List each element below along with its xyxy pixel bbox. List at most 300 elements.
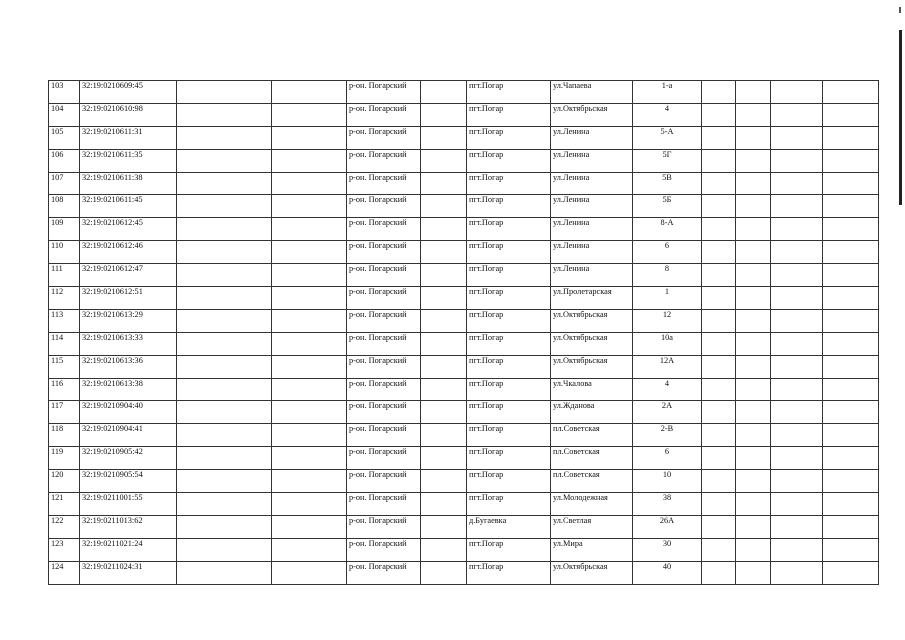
cell-cadastral-number: 32:19:0210905:42 xyxy=(80,447,177,470)
cell-col-10 xyxy=(702,287,736,310)
cell-col-13 xyxy=(823,332,879,355)
cell-col-13 xyxy=(823,470,879,493)
cell-district: р-он. Погарский xyxy=(347,218,421,241)
cell-row-number: 110 xyxy=(49,241,80,264)
cell-col-11 xyxy=(736,287,771,310)
cell-col-12 xyxy=(771,309,823,332)
cell-col-4 xyxy=(272,378,347,401)
cell-col-10 xyxy=(702,355,736,378)
cell-col-4 xyxy=(272,401,347,424)
cell-col-12 xyxy=(771,561,823,584)
cell-col-6 xyxy=(421,81,467,104)
cell-col-10 xyxy=(702,309,736,332)
cell-col-13 xyxy=(823,447,879,470)
cell-col-12 xyxy=(771,103,823,126)
cell-street: ул.Жданова xyxy=(551,401,633,424)
cell-settlement: пгт.Погар xyxy=(467,561,551,584)
cell-house-number: 2-В xyxy=(633,424,702,447)
cell-col-6 xyxy=(421,218,467,241)
cell-col-6 xyxy=(421,172,467,195)
table-row xyxy=(49,241,879,264)
cell-col-3 xyxy=(177,355,272,378)
cell-house-number: 8 xyxy=(633,264,702,287)
cell-col-10 xyxy=(702,332,736,355)
cell-street: пл.Советская xyxy=(551,447,633,470)
cell-col-11 xyxy=(736,126,771,149)
cell-col-10 xyxy=(702,172,736,195)
cell-col-13 xyxy=(823,218,879,241)
cell-col-4 xyxy=(272,447,347,470)
cell-col-12 xyxy=(771,149,823,172)
cell-col-4 xyxy=(272,172,347,195)
cell-cadastral-number: 32:19:0210905:54 xyxy=(80,470,177,493)
table-row xyxy=(49,515,879,538)
cell-col-12 xyxy=(771,195,823,218)
cell-house-number: 10а xyxy=(633,332,702,355)
cell-cadastral-number: 32:19:0210612:45 xyxy=(80,218,177,241)
cell-district: р-он. Погарский xyxy=(347,515,421,538)
cell-district: р-он. Погарский xyxy=(347,195,421,218)
cell-col-6 xyxy=(421,309,467,332)
cell-col-13 xyxy=(823,515,879,538)
cell-house-number: 6 xyxy=(633,447,702,470)
cell-street: пл.Советская xyxy=(551,470,633,493)
cell-col-13 xyxy=(823,103,879,126)
cell-street: ул.Чкалова xyxy=(551,378,633,401)
cell-col-3 xyxy=(177,264,272,287)
cell-col-4 xyxy=(272,470,347,493)
cell-settlement: пгт.Погар xyxy=(467,287,551,310)
cell-row-number: 118 xyxy=(49,424,80,447)
cell-house-number: 38 xyxy=(633,493,702,516)
cell-col-3 xyxy=(177,424,272,447)
cell-settlement: пгт.Погар xyxy=(467,81,551,104)
cell-cadastral-number: 32:19:0210612:47 xyxy=(80,264,177,287)
table-row xyxy=(49,81,879,104)
table-row xyxy=(49,309,879,332)
cell-house-number: 30 xyxy=(633,538,702,561)
cell-col-12 xyxy=(771,264,823,287)
cell-district: р-он. Погарский xyxy=(347,424,421,447)
cell-col-11 xyxy=(736,332,771,355)
cell-row-number: 124 xyxy=(49,561,80,584)
table-row xyxy=(49,103,879,126)
cell-district: р-он. Погарский xyxy=(347,126,421,149)
cell-house-number: 8-А xyxy=(633,218,702,241)
cell-col-6 xyxy=(421,241,467,264)
cell-settlement: пгт.Погар xyxy=(467,447,551,470)
cell-col-10 xyxy=(702,470,736,493)
cell-district: р-он. Погарский xyxy=(347,103,421,126)
cell-row-number: 104 xyxy=(49,103,80,126)
cell-col-12 xyxy=(771,81,823,104)
cell-col-11 xyxy=(736,195,771,218)
cell-col-3 xyxy=(177,287,272,310)
cell-settlement: пгт.Погар xyxy=(467,103,551,126)
cell-col-12 xyxy=(771,241,823,264)
cell-settlement: пгт.Погар xyxy=(467,172,551,195)
cell-cadastral-number: 32:19:0210610:98 xyxy=(80,103,177,126)
cell-row-number: 109 xyxy=(49,218,80,241)
cell-col-3 xyxy=(177,195,272,218)
cell-col-11 xyxy=(736,561,771,584)
cell-row-number: 103 xyxy=(49,81,80,104)
cell-col-6 xyxy=(421,195,467,218)
page-edge-mark xyxy=(899,30,902,205)
table-row xyxy=(49,355,879,378)
cell-col-6 xyxy=(421,538,467,561)
table-row xyxy=(49,149,879,172)
cell-district: р-он. Погарский xyxy=(347,561,421,584)
cell-row-number: 112 xyxy=(49,287,80,310)
cell-district: р-он. Погарский xyxy=(347,149,421,172)
cell-col-11 xyxy=(736,218,771,241)
cell-col-4 xyxy=(272,264,347,287)
cell-row-number: 120 xyxy=(49,470,80,493)
cell-row-number: 119 xyxy=(49,447,80,470)
table-row xyxy=(49,424,879,447)
table-row xyxy=(49,195,879,218)
cell-street: ул.Мира xyxy=(551,538,633,561)
table-row xyxy=(49,264,879,287)
cell-row-number: 117 xyxy=(49,401,80,424)
cell-cadastral-number: 32:19:0210613:33 xyxy=(80,332,177,355)
cell-col-13 xyxy=(823,81,879,104)
cell-row-number: 116 xyxy=(49,378,80,401)
cell-col-4 xyxy=(272,538,347,561)
cell-row-number: 107 xyxy=(49,172,80,195)
table-row xyxy=(49,126,879,149)
cell-cadastral-number: 32:19:0211024:31 xyxy=(80,561,177,584)
cell-settlement: д.Бугаевка xyxy=(467,515,551,538)
cell-col-10 xyxy=(702,424,736,447)
cell-col-6 xyxy=(421,561,467,584)
cell-district: р-он. Погарский xyxy=(347,241,421,264)
cell-row-number: 115 xyxy=(49,355,80,378)
cell-district: р-он. Погарский xyxy=(347,447,421,470)
table-row xyxy=(49,538,879,561)
cell-col-10 xyxy=(702,103,736,126)
cell-col-3 xyxy=(177,515,272,538)
cell-col-4 xyxy=(272,103,347,126)
cell-street: ул.Пролетарская xyxy=(551,287,633,310)
cell-col-10 xyxy=(702,493,736,516)
cell-col-10 xyxy=(702,538,736,561)
cell-col-6 xyxy=(421,401,467,424)
cell-cadastral-number: 32:19:0210613:38 xyxy=(80,378,177,401)
cell-settlement: пгт.Погар xyxy=(467,355,551,378)
cell-col-3 xyxy=(177,81,272,104)
cell-col-4 xyxy=(272,195,347,218)
cell-col-12 xyxy=(771,424,823,447)
cell-row-number: 113 xyxy=(49,309,80,332)
cell-col-6 xyxy=(421,332,467,355)
cell-house-number: 12А xyxy=(633,355,702,378)
cell-col-3 xyxy=(177,493,272,516)
cell-row-number: 114 xyxy=(49,332,80,355)
cell-col-13 xyxy=(823,195,879,218)
cell-col-13 xyxy=(823,355,879,378)
cell-house-number: 1 xyxy=(633,287,702,310)
cell-col-12 xyxy=(771,218,823,241)
cell-col-11 xyxy=(736,309,771,332)
table-row xyxy=(49,332,879,355)
cell-street: ул.Октябрьская xyxy=(551,561,633,584)
cell-row-number: 111 xyxy=(49,264,80,287)
cell-col-13 xyxy=(823,264,879,287)
cell-col-11 xyxy=(736,378,771,401)
cell-col-4 xyxy=(272,561,347,584)
cell-col-3 xyxy=(177,309,272,332)
cell-district: р-он. Погарский xyxy=(347,493,421,516)
cell-district: р-он. Погарский xyxy=(347,81,421,104)
cell-street: ул.Ленина xyxy=(551,149,633,172)
cell-house-number: 5-А xyxy=(633,126,702,149)
cell-house-number: 6 xyxy=(633,241,702,264)
cell-district: р-он. Погарский xyxy=(347,470,421,493)
cell-col-6 xyxy=(421,287,467,310)
cell-row-number: 108 xyxy=(49,195,80,218)
cell-street: ул.Ленина xyxy=(551,218,633,241)
cell-street: ул.Октябрьская xyxy=(551,103,633,126)
cell-street: ул.Ленина xyxy=(551,264,633,287)
cell-house-number: 5Б xyxy=(633,195,702,218)
cell-street: ул.Чапаева xyxy=(551,81,633,104)
cell-col-11 xyxy=(736,515,771,538)
cell-col-12 xyxy=(771,401,823,424)
cell-col-4 xyxy=(272,241,347,264)
cell-settlement: пгт.Погар xyxy=(467,309,551,332)
cell-street: пл.Советская xyxy=(551,424,633,447)
cell-street: ул.Октябрьская xyxy=(551,355,633,378)
cell-settlement: пгт.Погар xyxy=(467,538,551,561)
property-table xyxy=(48,80,879,585)
cell-col-4 xyxy=(272,515,347,538)
page-edge-tick xyxy=(899,7,901,13)
cell-col-10 xyxy=(702,126,736,149)
cell-district: р-он. Погарский xyxy=(347,309,421,332)
cell-col-11 xyxy=(736,264,771,287)
cell-cadastral-number: 32:19:0210612:46 xyxy=(80,241,177,264)
cell-col-3 xyxy=(177,401,272,424)
cell-col-4 xyxy=(272,81,347,104)
cell-street: ул.Ленина xyxy=(551,241,633,264)
cell-col-3 xyxy=(177,561,272,584)
table-row xyxy=(49,401,879,424)
cell-col-6 xyxy=(421,515,467,538)
cell-col-11 xyxy=(736,493,771,516)
cell-col-4 xyxy=(272,287,347,310)
cell-col-11 xyxy=(736,424,771,447)
cell-col-3 xyxy=(177,149,272,172)
cell-col-11 xyxy=(736,241,771,264)
cell-col-13 xyxy=(823,493,879,516)
cell-col-6 xyxy=(421,149,467,172)
cell-col-13 xyxy=(823,149,879,172)
cell-col-6 xyxy=(421,355,467,378)
cell-col-12 xyxy=(771,287,823,310)
cell-col-11 xyxy=(736,447,771,470)
cell-col-11 xyxy=(736,172,771,195)
cell-street: ул.Ленина xyxy=(551,126,633,149)
cell-col-3 xyxy=(177,241,272,264)
cell-col-4 xyxy=(272,424,347,447)
cell-col-11 xyxy=(736,538,771,561)
cell-settlement: пгт.Погар xyxy=(467,493,551,516)
cell-row-number: 105 xyxy=(49,126,80,149)
cell-street: ул.Октябрьская xyxy=(551,309,633,332)
cell-col-3 xyxy=(177,126,272,149)
cell-house-number: 10 xyxy=(633,470,702,493)
cell-house-number: 2А xyxy=(633,401,702,424)
cell-col-11 xyxy=(736,355,771,378)
cell-district: р-он. Погарский xyxy=(347,401,421,424)
cell-col-4 xyxy=(272,493,347,516)
table-body xyxy=(49,81,879,585)
table-row xyxy=(49,447,879,470)
cell-col-10 xyxy=(702,561,736,584)
cell-col-4 xyxy=(272,332,347,355)
cell-house-number: 4 xyxy=(633,378,702,401)
cell-col-4 xyxy=(272,218,347,241)
cell-col-10 xyxy=(702,195,736,218)
cell-col-10 xyxy=(702,447,736,470)
cell-district: р-он. Погарский xyxy=(347,172,421,195)
cell-district: р-он. Погарский xyxy=(347,378,421,401)
cell-col-13 xyxy=(823,561,879,584)
cell-col-10 xyxy=(702,241,736,264)
cell-col-6 xyxy=(421,264,467,287)
cell-row-number: 121 xyxy=(49,493,80,516)
cell-cadastral-number: 32:19:0210611:38 xyxy=(80,172,177,195)
table-row xyxy=(49,561,879,584)
cell-col-3 xyxy=(177,103,272,126)
cell-cadastral-number: 32:19:0211001:55 xyxy=(80,493,177,516)
cell-col-12 xyxy=(771,447,823,470)
table-row xyxy=(49,493,879,516)
cell-settlement: пгт.Погар xyxy=(467,378,551,401)
cell-house-number: 5Г xyxy=(633,149,702,172)
cell-col-12 xyxy=(771,538,823,561)
cell-house-number: 40 xyxy=(633,561,702,584)
cell-cadastral-number: 32:19:0210613:36 xyxy=(80,355,177,378)
cell-house-number: 4 xyxy=(633,103,702,126)
cell-col-6 xyxy=(421,447,467,470)
cell-col-11 xyxy=(736,149,771,172)
cell-col-3 xyxy=(177,470,272,493)
cell-cadastral-number: 32:19:0210611:31 xyxy=(80,126,177,149)
cell-col-13 xyxy=(823,378,879,401)
cell-settlement: пгт.Погар xyxy=(467,241,551,264)
table-row xyxy=(49,218,879,241)
cell-col-13 xyxy=(823,172,879,195)
cell-col-12 xyxy=(771,332,823,355)
cell-col-3 xyxy=(177,332,272,355)
cell-col-3 xyxy=(177,447,272,470)
cell-settlement: пгт.Погар xyxy=(467,332,551,355)
cell-street: ул.Светлая xyxy=(551,515,633,538)
cell-cadastral-number: 32:19:0210904:41 xyxy=(80,424,177,447)
cell-col-4 xyxy=(272,309,347,332)
cell-cadastral-number: 32:19:0210611:35 xyxy=(80,149,177,172)
cell-col-10 xyxy=(702,149,736,172)
cell-col-11 xyxy=(736,103,771,126)
cell-cadastral-number: 32:19:0210609:45 xyxy=(80,81,177,104)
table-row xyxy=(49,378,879,401)
cell-col-13 xyxy=(823,241,879,264)
cell-col-6 xyxy=(421,493,467,516)
cell-street: ул.Октябрьская xyxy=(551,332,633,355)
cell-col-11 xyxy=(736,401,771,424)
cell-house-number: 5В xyxy=(633,172,702,195)
cell-col-11 xyxy=(736,470,771,493)
cell-col-13 xyxy=(823,287,879,310)
cell-col-6 xyxy=(421,378,467,401)
cell-settlement: пгт.Погар xyxy=(467,218,551,241)
cell-col-13 xyxy=(823,424,879,447)
cell-col-13 xyxy=(823,538,879,561)
cell-col-4 xyxy=(272,126,347,149)
cell-col-3 xyxy=(177,378,272,401)
cell-settlement: пгт.Погар xyxy=(467,401,551,424)
cell-row-number: 123 xyxy=(49,538,80,561)
cell-col-10 xyxy=(702,378,736,401)
cell-district: р-он. Погарский xyxy=(347,332,421,355)
cell-settlement: пгт.Погар xyxy=(467,126,551,149)
cell-col-12 xyxy=(771,172,823,195)
cell-street: ул.Молодежная xyxy=(551,493,633,516)
cell-row-number: 122 xyxy=(49,515,80,538)
cell-col-12 xyxy=(771,355,823,378)
cell-settlement: пгт.Погар xyxy=(467,195,551,218)
cell-street: ул.Ленина xyxy=(551,172,633,195)
cell-col-3 xyxy=(177,172,272,195)
cell-col-10 xyxy=(702,218,736,241)
cell-col-3 xyxy=(177,218,272,241)
cell-col-12 xyxy=(771,126,823,149)
cell-col-12 xyxy=(771,470,823,493)
cell-col-11 xyxy=(736,81,771,104)
cell-district: р-он. Погарский xyxy=(347,538,421,561)
cell-cadastral-number: 32:19:0210612:51 xyxy=(80,287,177,310)
cell-cadastral-number: 32:19:0211021:24 xyxy=(80,538,177,561)
cell-col-12 xyxy=(771,378,823,401)
cell-cadastral-number: 32:19:0211013:62 xyxy=(80,515,177,538)
cell-cadastral-number: 32:19:0210613:29 xyxy=(80,309,177,332)
cell-col-13 xyxy=(823,126,879,149)
cell-district: р-он. Погарский xyxy=(347,264,421,287)
cell-col-13 xyxy=(823,309,879,332)
table-row xyxy=(49,470,879,493)
cell-col-4 xyxy=(272,355,347,378)
cell-house-number: 26А xyxy=(633,515,702,538)
cell-col-10 xyxy=(702,81,736,104)
cell-col-3 xyxy=(177,538,272,561)
cell-district: р-он. Погарский xyxy=(347,355,421,378)
cell-col-6 xyxy=(421,103,467,126)
cell-col-6 xyxy=(421,470,467,493)
table-row xyxy=(49,287,879,310)
cell-col-13 xyxy=(823,401,879,424)
cell-settlement: пгт.Погар xyxy=(467,264,551,287)
cell-col-6 xyxy=(421,424,467,447)
table-row xyxy=(49,172,879,195)
cell-cadastral-number: 32:19:0210611:45 xyxy=(80,195,177,218)
cell-col-12 xyxy=(771,493,823,516)
cell-house-number: 1-а xyxy=(633,81,702,104)
cell-street: ул.Ленина xyxy=(551,195,633,218)
cell-house-number: 12 xyxy=(633,309,702,332)
